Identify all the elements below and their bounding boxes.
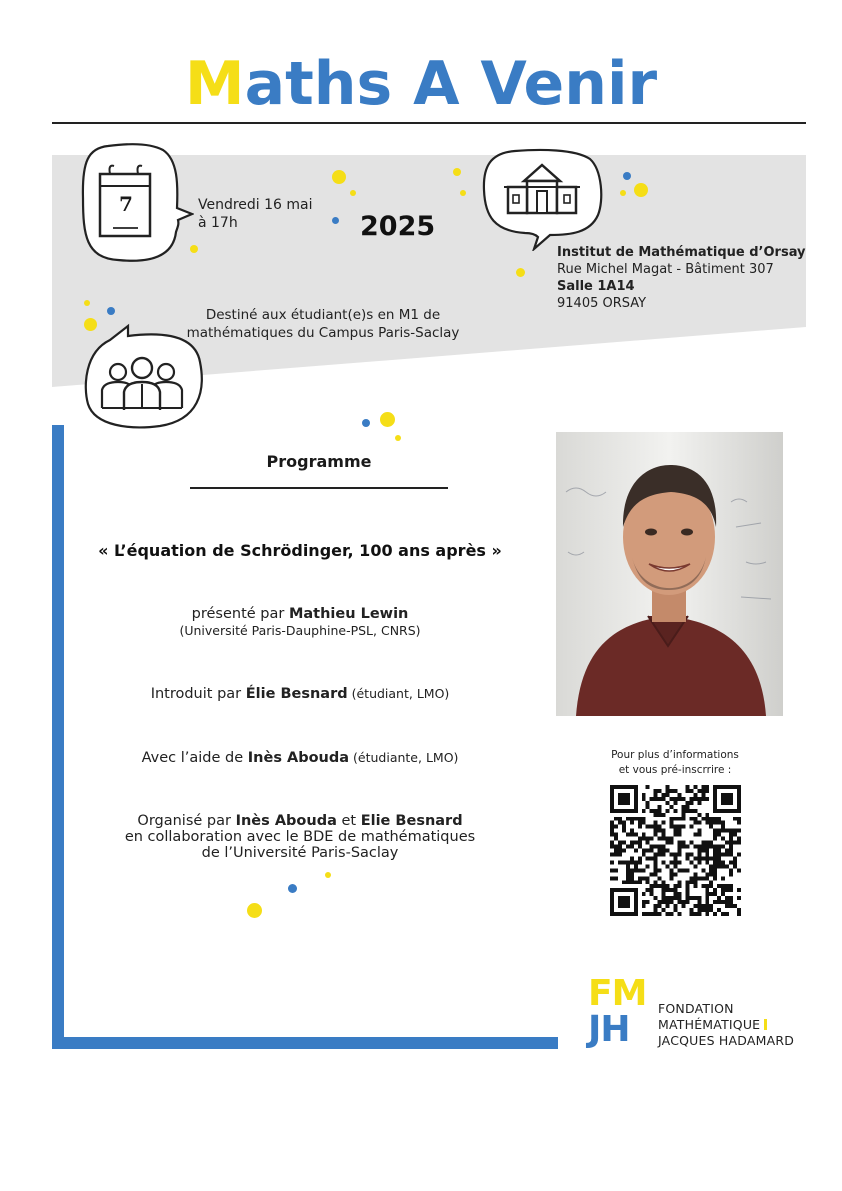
intro-suffix: (étudiant, LMO) [347, 686, 450, 701]
talk-title: « L’équation de Schrödinger, 100 ans après » [98, 541, 502, 560]
event-year: 2025 [360, 211, 436, 242]
programme-heading: Programme [266, 452, 372, 471]
decorative-dot [350, 190, 356, 196]
organizers-block [70, 813, 530, 861]
decorative-dot [395, 435, 401, 441]
decorative-dot [516, 268, 525, 277]
decorative-dot [460, 190, 466, 196]
location-room: Salle 1A14 [557, 279, 635, 294]
org-name2: Elie Besnard [360, 813, 463, 829]
decorative-dot [332, 217, 339, 224]
logo-line1: FONDATION [658, 1001, 734, 1016]
people-icon [80, 322, 212, 432]
org-line3: de l’Université Paris-Saclay [201, 845, 399, 861]
event-date [198, 196, 313, 232]
logo-line3: JACQUES HADAMARD [658, 1033, 795, 1048]
audience-text [168, 306, 478, 342]
logo-letters-bottom: JH [588, 1009, 630, 1050]
title-first-letter: M [184, 49, 245, 119]
audience-line1: Destiné aux étudiant(e)s en M1 de [205, 307, 441, 323]
intro-prefix: Introduit par [150, 686, 246, 702]
intro-line [70, 685, 530, 703]
title-divider [52, 122, 806, 124]
decorative-dot [247, 903, 262, 918]
decorative-dot [288, 884, 297, 893]
presented-prefix: présenté par [191, 606, 289, 622]
decorative-dot [380, 412, 395, 427]
decorative-dot [84, 300, 90, 306]
help-name: Inès Abouda [247, 750, 350, 766]
location-institute: Institut de Mathématique d’Orsay [557, 245, 806, 260]
decorative-dot [634, 183, 648, 197]
decorative-dot [362, 419, 370, 427]
speaker-name: Mathieu Lewin [288, 606, 409, 622]
intro-name: Élie Besnard [245, 686, 348, 702]
decorative-dot [620, 190, 626, 196]
registration-text [580, 748, 770, 778]
decorative-dot [107, 307, 115, 315]
org-and: et [336, 813, 361, 829]
registration-qr-code[interactable] [610, 785, 741, 916]
help-suffix: (étudiante, LMO) [349, 750, 459, 765]
org-line2: en collaboration avec le BDE de mathématiques [124, 829, 476, 845]
decorative-dot [332, 170, 346, 184]
location-street: Rue Michel Magat - Bâtiment 307 [557, 262, 774, 277]
speaker-affiliation: (Université Paris-Dauphine-PSL, CNRS) [179, 623, 421, 638]
logo-bar [764, 1019, 767, 1030]
event-location [557, 244, 806, 312]
title-rest: aths A Venir [244, 49, 658, 119]
logo-text [658, 1001, 794, 1049]
help-prefix: Avec l’aide de [141, 750, 248, 766]
decorative-dot [325, 872, 331, 878]
speaker-photo [556, 432, 783, 716]
date-line1: Vendredi 16 mai [198, 197, 313, 213]
decorative-dot [623, 172, 631, 180]
page-title [0, 46, 842, 122]
registration-line2: et vous pré-inscrrire : [618, 764, 732, 776]
programme-divider [190, 487, 448, 489]
blue-frame-bottom [52, 1037, 558, 1049]
decorative-dot [84, 318, 97, 331]
fmjh-logo [588, 975, 813, 1055]
registration-line1: Pour plus d’informations [611, 749, 739, 761]
speaker-block [70, 605, 530, 639]
logo-line2: MATHÉMATIQUE [658, 1017, 761, 1032]
help-line [70, 749, 530, 767]
decorative-dot [190, 245, 198, 253]
audience-line2: mathématiques du Campus Paris-Saclay [186, 325, 460, 341]
calendar-day-number: 7 [119, 192, 133, 216]
org-prefix: Organisé par [137, 813, 236, 829]
date-line2: à 17h [198, 215, 238, 231]
logo-letters-top: FM [588, 973, 647, 1014]
location-city: 91405 ORSAY [557, 296, 647, 311]
org-name1: Inès Abouda [235, 813, 337, 829]
building-icon [480, 145, 608, 251]
decorative-dot [453, 168, 461, 176]
blue-frame-left [52, 425, 64, 1049]
